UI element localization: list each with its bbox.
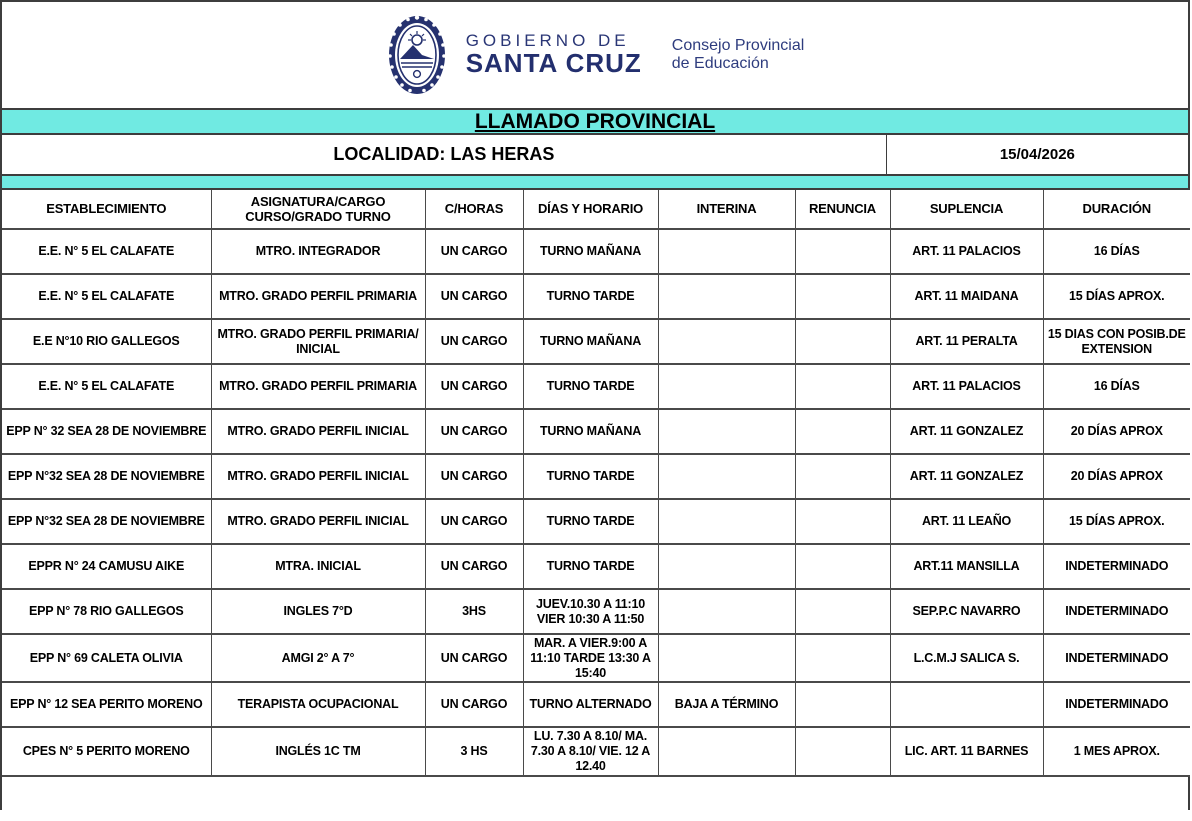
table-cell: EPP N°32 SEA 28 DE NOVIEMBRE xyxy=(2,454,211,499)
table-cell xyxy=(795,319,890,364)
council-wordmark xyxy=(672,37,805,74)
table-cell xyxy=(795,274,890,319)
table-cell: MTRO. GRADO PERFIL INICIAL xyxy=(211,454,425,499)
table-cell: INGLÉS 1C TM xyxy=(211,727,425,775)
table-cell: 20 DÍAS APROX xyxy=(1043,454,1190,499)
table-row xyxy=(2,682,1190,727)
table-cell: ART. 11 LEAÑO xyxy=(890,499,1043,544)
table-cell xyxy=(795,499,890,544)
table-cell xyxy=(658,229,795,274)
column-header: DURACIÓN xyxy=(1043,190,1190,229)
table-cell xyxy=(658,454,795,499)
table-cell: INGLES 7°D xyxy=(211,589,425,634)
locality-band xyxy=(2,135,1188,176)
table-cell: ART. 11 PERALTA xyxy=(890,319,1043,364)
table-cell: CPES N° 5 PERITO MORENO xyxy=(2,727,211,775)
table-cell xyxy=(795,682,890,727)
table-cell: TURNO MAÑANA xyxy=(523,319,658,364)
table-cell xyxy=(658,727,795,775)
table-cell: UN CARGO xyxy=(425,364,523,409)
table-header xyxy=(2,190,1190,229)
table-cell: INDETERMINADO xyxy=(1043,634,1190,682)
table-row xyxy=(2,454,1190,499)
table-cell: E.E. N° 5 EL CALAFATE xyxy=(2,274,211,319)
table-cell: TURNO TARDE xyxy=(523,274,658,319)
page-title: LLAMADO PROVINCIAL xyxy=(474,109,716,133)
table-cell xyxy=(795,229,890,274)
table-cell: E.E N°10 RIO GALLEGOS xyxy=(2,319,211,364)
santa-cruz-coat-of-arms-icon xyxy=(386,14,448,96)
table-cell: EPP N° 78 RIO GALLEGOS xyxy=(2,589,211,634)
table-cell xyxy=(658,499,795,544)
council-line2: de Educación xyxy=(671,55,769,72)
table-cell xyxy=(795,544,890,589)
table-cell: BAJA A TÉRMINO xyxy=(658,682,795,727)
table-cell: EPP N° 32 SEA 28 DE NOVIEMBRE xyxy=(2,409,211,454)
column-header: DÍAS Y HORARIO xyxy=(523,190,658,229)
table-row xyxy=(2,634,1190,682)
table-cell: 16 DÍAS xyxy=(1043,229,1190,274)
table-cell: ART. 11 PALACIOS xyxy=(890,229,1043,274)
table-cell xyxy=(795,727,890,775)
table-cell xyxy=(890,682,1043,727)
table-cell xyxy=(795,409,890,454)
table-cell: 15 DÍAS APROX. xyxy=(1043,274,1190,319)
table-cell: UN CARGO xyxy=(425,499,523,544)
column-header: RENUNCIA xyxy=(795,190,890,229)
government-line: GOBIERNO DE xyxy=(465,31,630,51)
table-cell: INDETERMINADO xyxy=(1043,544,1190,589)
table-cell xyxy=(795,454,890,499)
table-cell: TURNO MAÑANA xyxy=(523,229,658,274)
table-cell: UN CARGO xyxy=(425,319,523,364)
column-header: C/HORAS xyxy=(425,190,523,229)
column-header: INTERINA xyxy=(658,190,795,229)
table-row xyxy=(2,499,1190,544)
table-cell: JUEV.10.30 A 11:10 VIER 10:30 A 11:50 xyxy=(523,589,658,634)
table-cell: LU. 7.30 A 8.10/ MA. 7.30 A 8.10/ VIE. 12 A 12.40 xyxy=(523,727,658,775)
table-header-row xyxy=(2,190,1190,229)
table-cell xyxy=(658,364,795,409)
table-cell: INDETERMINADO xyxy=(1043,682,1190,727)
table-cell: UN CARGO xyxy=(425,634,523,682)
table-cell: MTRO. INTEGRADOR xyxy=(211,229,425,274)
table-cell: EPPR N° 24 CAMUSU AIKE xyxy=(2,544,211,589)
table-cell: UN CARGO xyxy=(425,274,523,319)
table-cell: MTRO. GRADO PERFIL PRIMARIA/ INICIAL xyxy=(211,319,425,364)
table-cell: ART. 11 MAIDANA xyxy=(890,274,1043,319)
table-cell: LIC. ART. 11 BARNES xyxy=(890,727,1043,775)
table-cell: UN CARGO xyxy=(425,454,523,499)
table-cell: UN CARGO xyxy=(425,409,523,454)
table-cell: 16 DÍAS xyxy=(1043,364,1190,409)
table-cell xyxy=(795,589,890,634)
table-cell: ART. 11 PALACIOS xyxy=(890,364,1043,409)
column-header: ASIGNATURA/CARGO CURSO/GRADO TURNO xyxy=(211,190,425,229)
table-cell: MTRO. GRADO PERFIL INICIAL xyxy=(211,499,425,544)
table-cell: TURNO TARDE xyxy=(523,499,658,544)
table-cell: L.C.M.J SALICA S. xyxy=(890,634,1043,682)
title-band xyxy=(2,108,1188,135)
vacancies-table xyxy=(2,190,1190,777)
table-cell: ART. 11 GONZALEZ xyxy=(890,409,1043,454)
table-cell: 1 MES APROX. xyxy=(1043,727,1190,775)
table-cell: INDETERMINADO xyxy=(1043,589,1190,634)
table-cell xyxy=(795,634,890,682)
table-cell: 3 HS xyxy=(425,727,523,775)
table-cell: UN CARGO xyxy=(425,544,523,589)
council-line1: Consejo Provincial xyxy=(671,36,805,54)
table-cell: 15 DÍAS APROX. xyxy=(1043,499,1190,544)
logo-header xyxy=(2,2,1188,108)
table-cell xyxy=(658,589,795,634)
government-wordmark xyxy=(466,32,642,77)
table-cell: TURNO TARDE xyxy=(523,454,658,499)
table-cell: TURNO TARDE xyxy=(523,544,658,589)
table-cell: SEP.P.C NAVARRO xyxy=(890,589,1043,634)
table-cell xyxy=(658,274,795,319)
table-row xyxy=(2,229,1190,274)
table-row xyxy=(2,589,1190,634)
table-cell: TURNO TARDE xyxy=(523,364,658,409)
table-cell: MTRO. GRADO PERFIL PRIMARIA xyxy=(211,274,425,319)
table-cell: ART.11 MANSILLA xyxy=(890,544,1043,589)
table-cell: AMGI 2° A 7° xyxy=(211,634,425,682)
table-cell xyxy=(658,409,795,454)
table-row xyxy=(2,544,1190,589)
table-cell: ART. 11 GONZALEZ xyxy=(890,454,1043,499)
table-row xyxy=(2,409,1190,454)
table-cell: 20 DÍAS APROX xyxy=(1043,409,1190,454)
column-header: SUPLENCIA xyxy=(890,190,1043,229)
table-cell: E.E. N° 5 EL CALAFATE xyxy=(2,229,211,274)
table-cell: MTRO. GRADO PERFIL INICIAL xyxy=(211,409,425,454)
table-cell: UN CARGO xyxy=(425,229,523,274)
locality-label: LOCALIDAD: LAS HERAS xyxy=(2,135,887,174)
table-cell xyxy=(658,544,795,589)
table-cell: E.E. N° 5 EL CALAFATE xyxy=(2,364,211,409)
table-cell: EPP N° 69 CALETA OLIVIA xyxy=(2,634,211,682)
table-cell: EPP N° 12 SEA PERITO MORENO xyxy=(2,682,211,727)
table-cell: TERAPISTA OCUPACIONAL xyxy=(211,682,425,727)
table-cell: MAR. A VIER.9:00 A 11:10 TARDE 13:30 A 15:40 xyxy=(523,634,658,682)
cyan-divider-strip xyxy=(2,176,1188,190)
table-cell xyxy=(658,319,795,364)
table-row xyxy=(2,274,1190,319)
table-cell: 3HS xyxy=(425,589,523,634)
table-cell: MTRO. GRADO PERFIL PRIMARIA xyxy=(211,364,425,409)
date-value: 15/04/2026 xyxy=(999,146,1075,163)
table-body xyxy=(2,229,1190,776)
table-cell xyxy=(658,634,795,682)
table-cell: MTRA. INICIAL xyxy=(211,544,425,589)
table-cell: TURNO ALTERNADO xyxy=(523,682,658,727)
table-cell: UN CARGO xyxy=(425,682,523,727)
table-cell xyxy=(795,364,890,409)
table-row xyxy=(2,319,1190,364)
table-row xyxy=(2,364,1190,409)
table-cell: EPP N°32 SEA 28 DE NOVIEMBRE xyxy=(2,499,211,544)
table-cell: 15 DIAS CON POSIB.DE EXTENSION xyxy=(1043,319,1190,364)
column-header: ESTABLECIMIENTO xyxy=(2,190,211,229)
table-row xyxy=(2,727,1190,775)
table-cell: TURNO MAÑANA xyxy=(523,409,658,454)
province-line: SANTA CRUZ xyxy=(465,48,642,79)
